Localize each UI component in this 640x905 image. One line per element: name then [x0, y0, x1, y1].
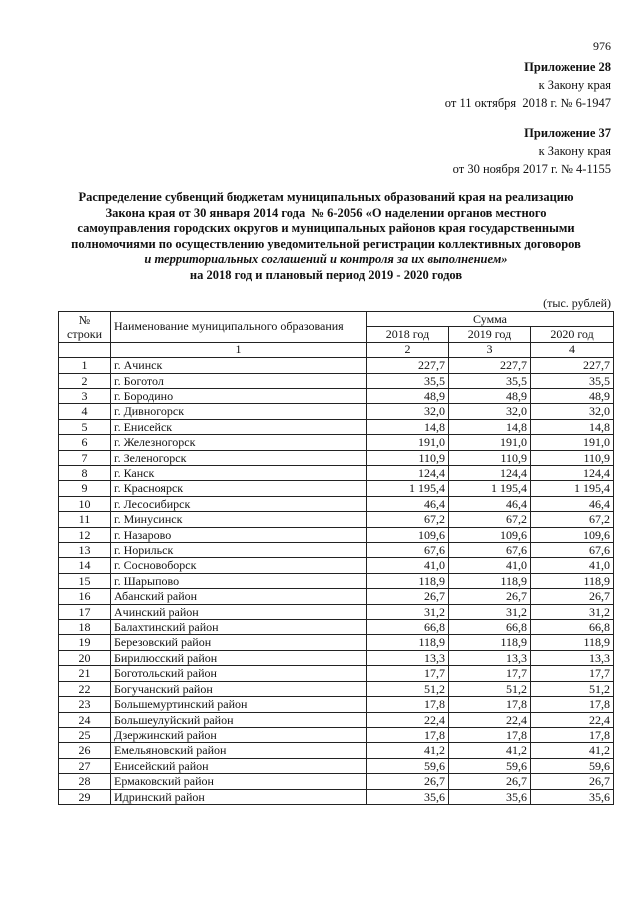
table-row [59, 589, 614, 604]
amount-2020-cell: 110,9 [531, 450, 614, 465]
row-number-cell: 21 [59, 666, 111, 681]
table-row [59, 496, 614, 511]
municipality-name-cell: Идринский район [111, 789, 367, 804]
municipality-name-cell: г. Красноярск [111, 481, 367, 496]
table-row [59, 543, 614, 558]
amount-2019-cell: 67,6 [449, 543, 531, 558]
amount-2019-cell: 17,8 [449, 697, 531, 712]
table-row [59, 604, 614, 619]
amount-2019-cell: 17,8 [449, 727, 531, 742]
amount-2018-cell: 67,2 [367, 512, 449, 527]
amount-2018-cell: 22,4 [367, 712, 449, 727]
amount-2019-cell: 124,4 [449, 466, 531, 481]
table-row [59, 743, 614, 758]
table-row [59, 358, 614, 373]
amount-2019-cell: 26,7 [449, 589, 531, 604]
amount-2018-cell: 17,8 [367, 697, 449, 712]
table-row [59, 558, 614, 573]
amount-2018-cell: 31,2 [367, 604, 449, 619]
municipality-name-cell: г. Ачинск [111, 358, 367, 373]
amount-2018-cell: 35,5 [367, 373, 449, 388]
row-number-cell: 12 [59, 527, 111, 542]
amount-2018-cell: 13,3 [367, 650, 449, 665]
municipality-name-cell: г. Назарово [111, 527, 367, 542]
municipality-name-cell: г. Лесосибирск [111, 496, 367, 511]
amount-2020-cell: 59,6 [531, 758, 614, 773]
amount-2020-cell: 118,9 [531, 573, 614, 588]
table-row [59, 404, 614, 419]
document-title-line: полномочиями по осуществлению уведомительной регистрации коллективных договоров [71, 236, 581, 251]
header-name: Наименование муниципального образования [111, 312, 367, 343]
amount-2019-cell: 35,5 [449, 373, 531, 388]
row-number-cell: 20 [59, 650, 111, 665]
amount-2019-cell: 1 195,4 [449, 481, 531, 496]
table-row [59, 527, 614, 542]
appendix-current-law: к Закону края [538, 78, 611, 92]
amount-2018-cell: 51,2 [367, 681, 449, 696]
amount-2018-cell: 118,9 [367, 573, 449, 588]
municipality-name-cell: Балахтинский район [111, 620, 367, 635]
amount-2018-cell: 191,0 [367, 435, 449, 450]
document-title-line: самоуправления городских округов и муниципальных районов края государственными [77, 221, 575, 235]
units-label: (тыс. рублей) [543, 296, 611, 310]
amount-2018-cell: 35,6 [367, 789, 449, 804]
amount-2020-cell: 109,6 [531, 527, 614, 542]
amount-2020-cell: 67,6 [531, 543, 614, 558]
amount-2020-cell: 17,7 [531, 666, 614, 681]
row-number-cell: 3 [59, 388, 111, 403]
municipality-name-cell: г. Боготол [111, 373, 367, 388]
appendix-current-date: от 11 октября 2018 г. № 6-1947 [444, 96, 611, 110]
amount-2020-cell: 17,8 [531, 697, 614, 712]
amount-2020-cell: 227,7 [531, 358, 614, 373]
row-number-cell: 13 [59, 543, 111, 558]
amount-2020-cell: 26,7 [531, 589, 614, 604]
amount-2020-cell: 41,2 [531, 743, 614, 758]
amount-2020-cell: 22,4 [531, 712, 614, 727]
municipality-name-cell: Емельяновский район [111, 743, 367, 758]
amount-2018-cell: 41,2 [367, 743, 449, 758]
document-title-line: на 2018 год и плановый период 2019 - 2020 годов [189, 267, 463, 282]
row-number-cell: 10 [59, 496, 111, 511]
row-number-cell: 28 [59, 774, 111, 789]
row-number-cell: 7 [59, 450, 111, 465]
municipality-name-cell: Боготольский район [111, 666, 367, 681]
row-number-cell: 25 [59, 727, 111, 742]
amount-2018-cell: 110,9 [367, 450, 449, 465]
header-sum: Сумма [367, 312, 614, 327]
header-colnum-blank [59, 342, 111, 357]
amount-2019-cell: 14,8 [449, 419, 531, 434]
row-number-cell: 16 [59, 589, 111, 604]
municipality-name-cell: Енисейский район [111, 758, 367, 773]
amount-2019-cell: 48,9 [449, 388, 531, 403]
row-number-cell: 22 [59, 681, 111, 696]
amount-2018-cell: 46,4 [367, 496, 449, 511]
table-row [59, 712, 614, 727]
row-number-cell: 5 [59, 419, 111, 434]
municipality-name-cell: г. Канск [111, 466, 367, 481]
amount-2018-cell: 66,8 [367, 620, 449, 635]
header-year-2020: 2020 год [531, 327, 614, 342]
municipality-name-cell: Бирилюсский район [111, 650, 367, 665]
table-row [59, 774, 614, 789]
amount-2019-cell: 32,0 [449, 404, 531, 419]
municipality-name-cell: г. Сосновоборск [111, 558, 367, 573]
amount-2018-cell: 1 195,4 [367, 481, 449, 496]
header-year-2019: 2019 год [449, 327, 531, 342]
table-row [59, 512, 614, 527]
amount-2018-cell: 227,7 [367, 358, 449, 373]
municipality-name-cell: г. Минусинск [111, 512, 367, 527]
row-number-cell: 17 [59, 604, 111, 619]
amount-2019-cell: 66,8 [449, 620, 531, 635]
table-row [59, 435, 614, 450]
municipality-name-cell: Большемуртинский район [111, 697, 367, 712]
amount-2019-cell: 13,3 [449, 650, 531, 665]
amount-2020-cell: 1 195,4 [531, 481, 614, 496]
row-number-cell: 9 [59, 481, 111, 496]
municipality-name-cell: г. Дивногорск [111, 404, 367, 419]
amount-2020-cell: 118,9 [531, 635, 614, 650]
municipality-name-cell: г. Енисейск [111, 419, 367, 434]
amount-2018-cell: 118,9 [367, 635, 449, 650]
amount-2018-cell: 59,6 [367, 758, 449, 773]
appendix-previous [453, 124, 611, 178]
table-row [59, 666, 614, 681]
table-row [59, 758, 614, 773]
amount-2018-cell: 109,6 [367, 527, 449, 542]
amount-2019-cell: 118,9 [449, 573, 531, 588]
table-row [59, 681, 614, 696]
amount-2019-cell: 67,2 [449, 512, 531, 527]
municipality-name-cell: Ермаковский район [111, 774, 367, 789]
amount-2020-cell: 46,4 [531, 496, 614, 511]
row-number-cell: 19 [59, 635, 111, 650]
municipality-name-cell: Большеулуйский район [111, 712, 367, 727]
header-colnum-3: 3 [449, 342, 531, 357]
municipality-name-cell: Дзержинский район [111, 727, 367, 742]
amount-2019-cell: 35,6 [449, 789, 531, 804]
amount-2019-cell: 109,6 [449, 527, 531, 542]
amount-2019-cell: 59,6 [449, 758, 531, 773]
amount-2020-cell: 35,5 [531, 373, 614, 388]
amount-2019-cell: 51,2 [449, 681, 531, 696]
row-number-cell: 24 [59, 712, 111, 727]
row-number-cell: 8 [59, 466, 111, 481]
amount-2020-cell: 124,4 [531, 466, 614, 481]
table-row [59, 697, 614, 712]
amount-2020-cell: 31,2 [531, 604, 614, 619]
amount-2018-cell: 26,7 [367, 589, 449, 604]
row-number-cell: 23 [59, 697, 111, 712]
amount-2020-cell: 66,8 [531, 620, 614, 635]
amount-2020-cell: 35,6 [531, 789, 614, 804]
table-row [59, 450, 614, 465]
row-number-cell: 6 [59, 435, 111, 450]
row-number-cell: 1 [59, 358, 111, 373]
amount-2019-cell: 22,4 [449, 712, 531, 727]
amount-2019-cell: 26,7 [449, 774, 531, 789]
appendix-current-title: Приложение 28 [524, 60, 611, 74]
table-row [59, 635, 614, 650]
table-row [59, 419, 614, 434]
amount-2018-cell: 32,0 [367, 404, 449, 419]
amount-2020-cell: 48,9 [531, 388, 614, 403]
table-row [59, 573, 614, 588]
municipality-name-cell: г. Шарыпово [111, 573, 367, 588]
row-number-cell: 11 [59, 512, 111, 527]
amount-2020-cell: 13,3 [531, 650, 614, 665]
table-body [59, 358, 614, 805]
amount-2019-cell: 17,7 [449, 666, 531, 681]
amount-2019-cell: 46,4 [449, 496, 531, 511]
amount-2020-cell: 191,0 [531, 435, 614, 450]
amount-2020-cell: 14,8 [531, 419, 614, 434]
table-row [59, 727, 614, 742]
amount-2018-cell: 67,6 [367, 543, 449, 558]
table-row [59, 789, 614, 804]
amount-2019-cell: 31,2 [449, 604, 531, 619]
municipality-name-cell: г. Зеленогорск [111, 450, 367, 465]
amount-2018-cell: 124,4 [367, 466, 449, 481]
appendix-previous-law: к Закону края [538, 144, 611, 158]
row-number-cell: 18 [59, 620, 111, 635]
amount-2020-cell: 17,8 [531, 727, 614, 742]
document-title-line: Закона края от 30 января 2014 года № 6-2056 «О наделении органов местного [105, 205, 547, 220]
document-title-line: Распределение субвенций бюджетам муниципальных образований края на реализацию [78, 190, 574, 204]
appendix-previous-title: Приложение 37 [524, 126, 611, 140]
municipality-name-cell: Абанский район [111, 589, 367, 604]
amount-2019-cell: 110,9 [449, 450, 531, 465]
municipality-name-cell: г. Железногорск [111, 435, 367, 450]
amount-2020-cell: 41,0 [531, 558, 614, 573]
row-number-cell: 27 [59, 758, 111, 773]
municipality-name-cell: Ачинский район [111, 604, 367, 619]
amount-2018-cell: 14,8 [367, 419, 449, 434]
document-title-line: и территориальных соглашений и контроля за их выполнением» [144, 252, 508, 266]
row-number-cell: 4 [59, 404, 111, 419]
row-number-cell: 14 [59, 558, 111, 573]
municipality-name-cell: г. Бородино [111, 388, 367, 403]
row-number-cell: 15 [59, 573, 111, 588]
row-number-cell: 29 [59, 789, 111, 804]
municipality-name-cell: Березовский район [111, 635, 367, 650]
header-year-2018: 2018 год [367, 327, 449, 342]
row-number-cell: 2 [59, 373, 111, 388]
appendix-previous-date: от 30 ноября 2017 г. № 4-1155 [452, 162, 611, 176]
header-row-number: № строки [59, 312, 111, 343]
amount-2019-cell: 227,7 [449, 358, 531, 373]
subventions-table [58, 311, 614, 805]
table-row [59, 466, 614, 481]
table-row [59, 620, 614, 635]
table-row [59, 481, 614, 496]
header-colnum-1: 1 [111, 342, 367, 357]
amount-2020-cell: 67,2 [531, 512, 614, 527]
amount-2019-cell: 41,2 [449, 743, 531, 758]
amount-2020-cell: 51,2 [531, 681, 614, 696]
page-number: 976 [593, 39, 611, 53]
amount-2020-cell: 32,0 [531, 404, 614, 419]
amount-2018-cell: 41,0 [367, 558, 449, 573]
table-row [59, 373, 614, 388]
row-number-cell: 26 [59, 743, 111, 758]
amount-2018-cell: 17,7 [367, 666, 449, 681]
appendix-current [445, 58, 611, 112]
document-title [40, 190, 612, 283]
amount-2018-cell: 48,9 [367, 388, 449, 403]
amount-2020-cell: 26,7 [531, 774, 614, 789]
municipality-name-cell: г. Норильск [111, 543, 367, 558]
header-colnum-4: 4 [531, 342, 614, 357]
amount-2018-cell: 17,8 [367, 727, 449, 742]
header-colnum-2: 2 [367, 342, 449, 357]
amount-2019-cell: 41,0 [449, 558, 531, 573]
amount-2018-cell: 26,7 [367, 774, 449, 789]
table-row [59, 650, 614, 665]
amount-2019-cell: 191,0 [449, 435, 531, 450]
table-row [59, 388, 614, 403]
municipality-name-cell: Богучанский район [111, 681, 367, 696]
amount-2019-cell: 118,9 [449, 635, 531, 650]
